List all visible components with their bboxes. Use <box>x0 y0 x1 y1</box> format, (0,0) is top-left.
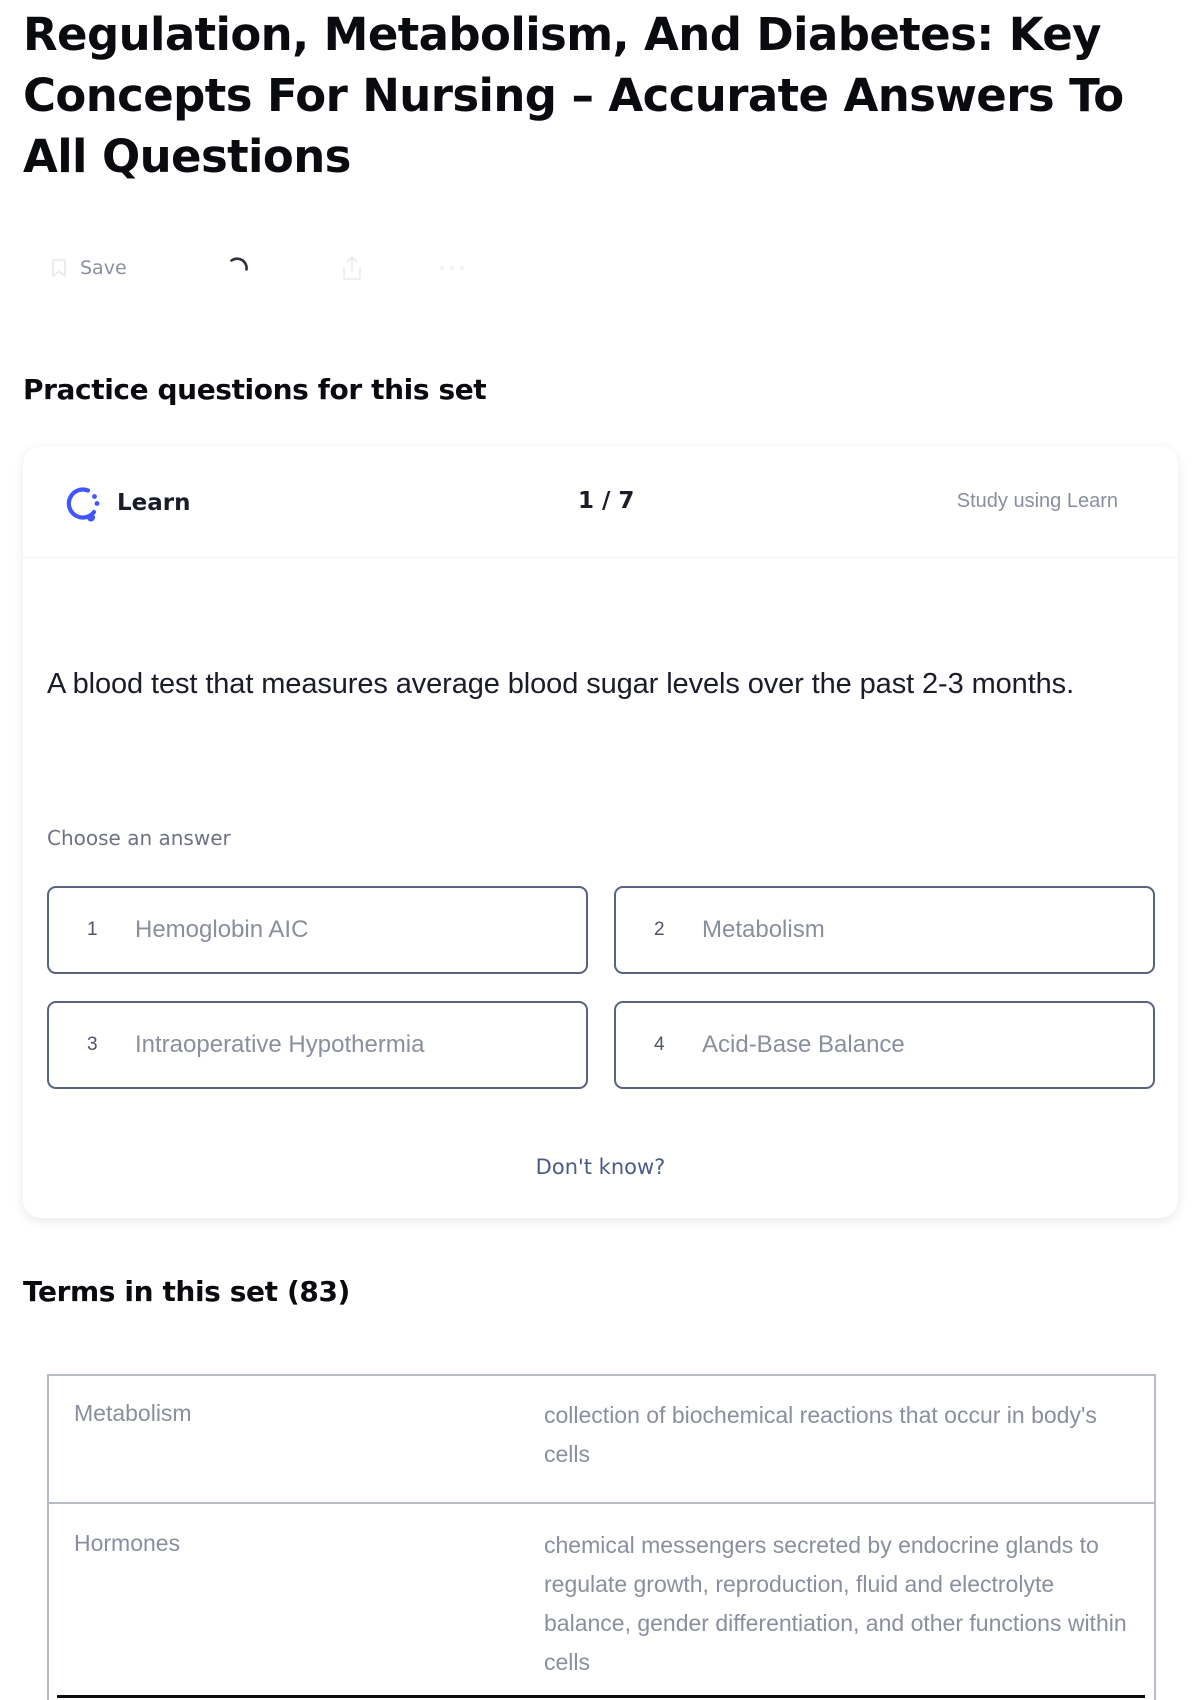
more-icon <box>438 264 466 272</box>
answer-text: Acid-Base Balance <box>702 1031 905 1058</box>
dont-know-button[interactable]: Don't know? <box>535 1155 666 1179</box>
bottom-divider <box>57 1695 1145 1698</box>
loading-button[interactable] <box>222 252 254 284</box>
learn-mode-badge <box>61 482 191 524</box>
learn-icon <box>61 482 103 524</box>
question-progress: 1 / 7 <box>578 488 635 514</box>
more-options-button[interactable] <box>436 252 468 284</box>
answer-number: 4 <box>654 1034 665 1055</box>
save-button[interactable] <box>50 250 127 286</box>
answer-text: Metabolism <box>702 916 825 943</box>
share-button[interactable] <box>336 252 368 284</box>
term-row <box>49 1376 1154 1504</box>
answer-option-1[interactable] <box>47 886 588 974</box>
term-word: Metabolism <box>74 1400 192 1426</box>
answer-number: 1 <box>87 919 98 940</box>
answer-option-3[interactable] <box>47 1001 588 1089</box>
choose-answer-label: Choose an answer <box>47 826 231 850</box>
loading-spinner-icon <box>225 255 251 281</box>
answer-option-4[interactable] <box>614 1001 1155 1089</box>
page-title: Regulation, Metabolism, And Diabetes: Key Concepts For Nursing – Accurate Answers To All Questions <box>23 8 1124 183</box>
answer-text: Hemoglobin AIC <box>135 916 309 943</box>
study-using-learn-link[interactable]: Study using Learn <box>956 490 1118 512</box>
save-label: Save <box>80 257 127 279</box>
answer-text: Intraoperative Hypothermia <box>135 1031 425 1058</box>
practice-heading: Practice questions for this set <box>23 373 487 406</box>
learn-label: Learn <box>117 490 191 516</box>
term-word: Hormones <box>74 1530 181 1556</box>
share-icon <box>339 254 365 282</box>
answer-option-2[interactable] <box>614 886 1155 974</box>
term-row <box>49 1506 1154 1700</box>
practice-card-header <box>23 446 1178 558</box>
term-definition: collection of biochemical reactions that occur in body's cells <box>544 1402 1097 1467</box>
terms-table <box>47 1374 1156 1700</box>
term-definition: chemical messengers secreted by endocrine glands to regulate growth, reproduction, fluid and electrolyte balance, gender differentiation, and other functions within cells <box>544 1532 1127 1675</box>
question-text: A blood test that measures average blood sugar levels over the past 2-3 months. <box>47 668 1075 700</box>
bookmark-icon <box>50 258 68 278</box>
answer-number: 2 <box>654 919 665 940</box>
set-toolbar <box>50 250 510 286</box>
terms-heading: Terms in this set (83) <box>23 1275 350 1308</box>
answer-number: 3 <box>87 1034 98 1055</box>
practice-card <box>23 446 1178 1218</box>
